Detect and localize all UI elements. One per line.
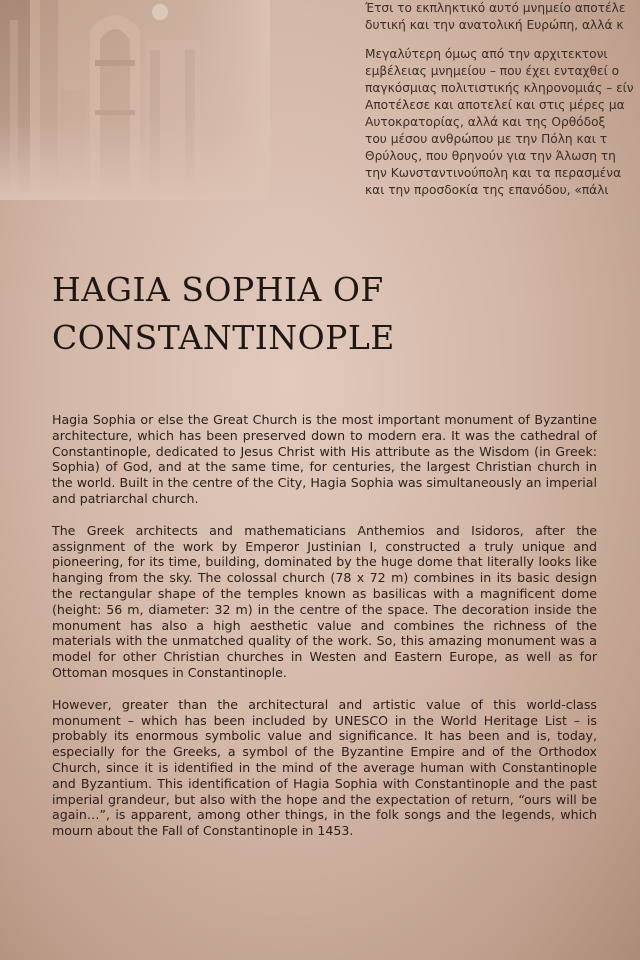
greek-line: του μέσου ανθρώπου με την Πόλη και τ [365,132,608,146]
greek-line: Αυτοκρατορίας, αλλά και της Ορθόδοξ [365,115,606,129]
interior-photograph [0,0,270,200]
greek-line: εμβέλειας μνημείου – που έχει ενταχθεί ο [365,64,620,78]
body-paragraph-3: However, greater than the architectural and artistic value of this world-class monument – which has been included by UNESCO in the World Heritage List – is probably its enormous symbolic value and significance. It has been and is, today, especially for the Greeks, a symbol of the Byzantine Empire and of the Orthodox Church, since it is identified in the mind of the average human with Constantinople and Byzantium. This identification of Hagia Sophia with Constantinople and the past imperial grandeur, but also with the hope and the expectation of return, “ours will be again…”, is apparent, among other things, in the folk songs and the legends, which mourn about the Fall of Constantinople in 1453. [52,696,597,839]
greek-line: δυτική και την ανατολική Ευρώπη, αλλά κ [365,18,624,32]
greek-paragraph-2 [365,46,640,199]
body-paragraph-1: Hagia Sophia or else the Great Church is the most important monument of Byzantine architecture, which has been preserved down to modern era. It was the cathedral of Constantinople, dedicated to Jesus Christ with His attribute as the Wisdom (in Greek: Sophia) of God, and at the same time, for centuries, the largest Christian church in the world. Built in the centre of the City, Hagia Sophia was simultaneously an imperial and patriarchal church. [52,412,597,506]
body-paragraph-2: The Greek architects and mathematicians Anthemios and Isidoros, after the assignment of the work by Emperor Justinian I, constructed a truly unique and pioneering, for its time, building, dominated by the huge dome that literally looks like hanging from the sky. The colossal church (78 x 72 m) combines in its basic design the rectangular shape of the temples known as basilicas with a magnificent dome (height: 56 m, diameter: 32 m) in the centre of the space. The decoration inside the monument has also a high aesthetic value and combines the richness of the materials with the unmatched quality of the work. So, this amazing monument was a model for other Christian churches in Westen and Eastern Europe, as well as for Ottoman mosques in Constantinople. [52,522,597,680]
greek-line: την Κωνσταντινούπολη και τα περασμένα [365,166,622,180]
english-description [52,412,597,855]
greek-text-panel [365,0,640,211]
greek-paragraph-1 [365,0,640,34]
greek-line: Έτσι το εκπληκτικό αυτό μνημείο αποτέλε [365,1,626,15]
title-line-2: CONSTANTINOPLE [52,318,395,357]
greek-line: Αποτέλεσε και αποτελεί και στις μέρες μα [365,98,625,112]
greek-line: Μεγαλύτερη όμως από την αρχιτεκτονι [365,47,608,61]
greek-line: και την προσδοκία της επανόδου, «πάλι [365,183,609,197]
title-line-1: HAGIA SOPHIA OF [52,270,384,309]
page-title [52,266,612,362]
greek-line: Θρύλους, που θρηνούν για την Άλωση τη [365,149,616,163]
greek-line: παγκόσμιας πολιτιστικής κληρονομιάς – είν [365,81,634,95]
